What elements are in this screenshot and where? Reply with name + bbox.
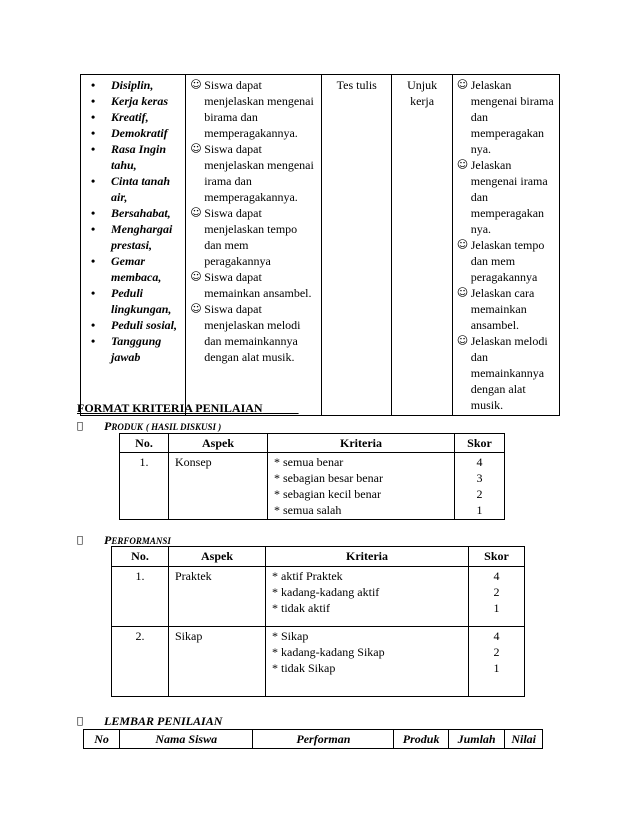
column-header: Aspek (169, 547, 266, 567)
column-header: Nama Siswa (120, 730, 253, 749)
instrument-list (457, 77, 555, 413)
kriteria-line: * Sikap (272, 629, 309, 643)
section-title: FORMAT KRITERIA PENILAIAN (77, 401, 263, 415)
list-item: ☺ Siswa dapat menjelaskan tempo dan mem peragakannya (190, 205, 317, 269)
skor-value: 4 (493, 569, 500, 583)
list-item: ☺ Jelaskan tempo dan mem peragakannya (457, 237, 555, 285)
list-item: ☺ Siswa dapat menjelaskan mengenai birama dan memperagakannya. (190, 77, 317, 141)
performansi-table (111, 546, 525, 697)
list-item: • Kreatif, (85, 109, 181, 125)
table-row (112, 627, 525, 697)
row-no: 1. (120, 453, 169, 520)
list-item: • Gemar membaca, (85, 253, 181, 285)
character-values-list (85, 77, 181, 365)
list-item: • Peduli lingkungan, (85, 285, 181, 317)
kriteria-line: * tidak Sikap (272, 661, 336, 675)
row-no: 1. (112, 567, 169, 627)
column-header: Kriteria (268, 434, 455, 453)
table-header-row (120, 434, 505, 453)
skor-value: 2 (493, 645, 500, 659)
row-aspek: Konsep (169, 453, 268, 520)
column-header: Performan (253, 730, 394, 749)
list-item: • Rasa Ingin tahu, (85, 141, 181, 173)
column-header: Produk (394, 730, 448, 749)
list-item: ☺ Siswa dapat menjelaskan mengenai irama dan memperagakannya. (190, 141, 317, 205)
kriteria-line: * kadang-kadang aktif (272, 585, 380, 599)
kriteria-line: * aktif Praktek (272, 569, 343, 583)
kriteria-line: * semua benar (274, 455, 344, 469)
section-marker-icon (77, 533, 83, 549)
row-skor (455, 453, 505, 520)
table-row (112, 567, 525, 627)
kriteria-line: * sebagian besar benar (274, 471, 383, 485)
list-item: • Bersahabat, (85, 205, 181, 221)
list-item: ☺ Siswa dapat memainkan ansambel. (190, 269, 317, 301)
section-marker-icon (77, 419, 83, 435)
instruments-cell (452, 75, 559, 416)
list-item: ☺ Jelaskan cara memainkan ansambel. (457, 285, 555, 333)
indicators-cell (186, 75, 322, 416)
list-item: • Peduli sosial, (85, 317, 181, 333)
row-kriteria (268, 453, 455, 520)
row-kriteria (266, 567, 469, 627)
list-item: ☺ Jelaskan mengenai irama dan memperagakan nya. (457, 157, 555, 237)
kriteria-line: * kadang-kadang Sikap (272, 645, 385, 659)
row-kriteria (266, 627, 469, 697)
skor-value: 3 (476, 471, 483, 485)
table-header-row (84, 730, 543, 749)
performansi-heading: PERFORMANSI (104, 533, 171, 547)
assessment-table (80, 74, 560, 416)
values-cell (81, 75, 186, 416)
skor-value: 1 (476, 503, 483, 517)
row-no: 2. (112, 627, 169, 697)
column-header: Nilai (505, 730, 543, 749)
list-item: ☺ Siswa dapat menjelaskan melodi dan memainkannya dengan alat musik. (190, 301, 317, 365)
lembar-heading: LEMBAR PENILAIAN (104, 714, 223, 728)
column-header: No (84, 730, 120, 749)
row-aspek: Sikap (169, 627, 266, 697)
skor-value: 1 (493, 601, 500, 615)
list-item: • Kerja keras (85, 93, 181, 109)
section-marker-icon (77, 714, 83, 730)
list-item: ☺ Jelaskan melodi dan memainkannya dengan alat musik. (457, 333, 555, 413)
kriteria-line: * tidak aktif (272, 601, 330, 615)
indicator-list (190, 77, 317, 365)
list-item: • Cinta tanah air, (85, 173, 181, 205)
skor-value: 2 (476, 487, 483, 501)
list-item: • Tanggung jawab (85, 333, 181, 365)
row-skor (469, 627, 525, 697)
table-row (81, 75, 560, 416)
column-header: No. (112, 547, 169, 567)
skor-value: 1 (493, 661, 500, 675)
column-header: Aspek (169, 434, 268, 453)
column-header: Jumlah (448, 730, 504, 749)
skor-value: 4 (493, 629, 500, 643)
form-cell: Unjuk kerja (392, 75, 452, 416)
column-header: No. (120, 434, 169, 453)
skor-value: 4 (476, 455, 483, 469)
skor-value: 2 (493, 585, 500, 599)
column-header: Skor (469, 547, 525, 567)
row-skor (469, 567, 525, 627)
column-header: Skor (455, 434, 505, 453)
list-item: • Menghargai prestasi, (85, 221, 181, 253)
lembar-table (83, 729, 543, 749)
table-header-row (112, 547, 525, 567)
list-item: ☺ Jelaskan mengenai birama dan memperagakan nya. (457, 77, 555, 157)
produk-table (119, 433, 505, 520)
kriteria-line: * semua salah (274, 503, 342, 517)
column-header: Kriteria (266, 547, 469, 567)
kriteria-line: * sebagian kecil benar (274, 487, 381, 501)
row-aspek: Praktek (169, 567, 266, 627)
technique-cell: Tes tulis (322, 75, 392, 416)
list-item: • Demokratif (85, 125, 181, 141)
table-row (120, 453, 505, 520)
produk-heading: PRODUK ( HASIL DISKUSI ) (104, 419, 222, 433)
list-item: • Disiplin, (85, 77, 181, 93)
